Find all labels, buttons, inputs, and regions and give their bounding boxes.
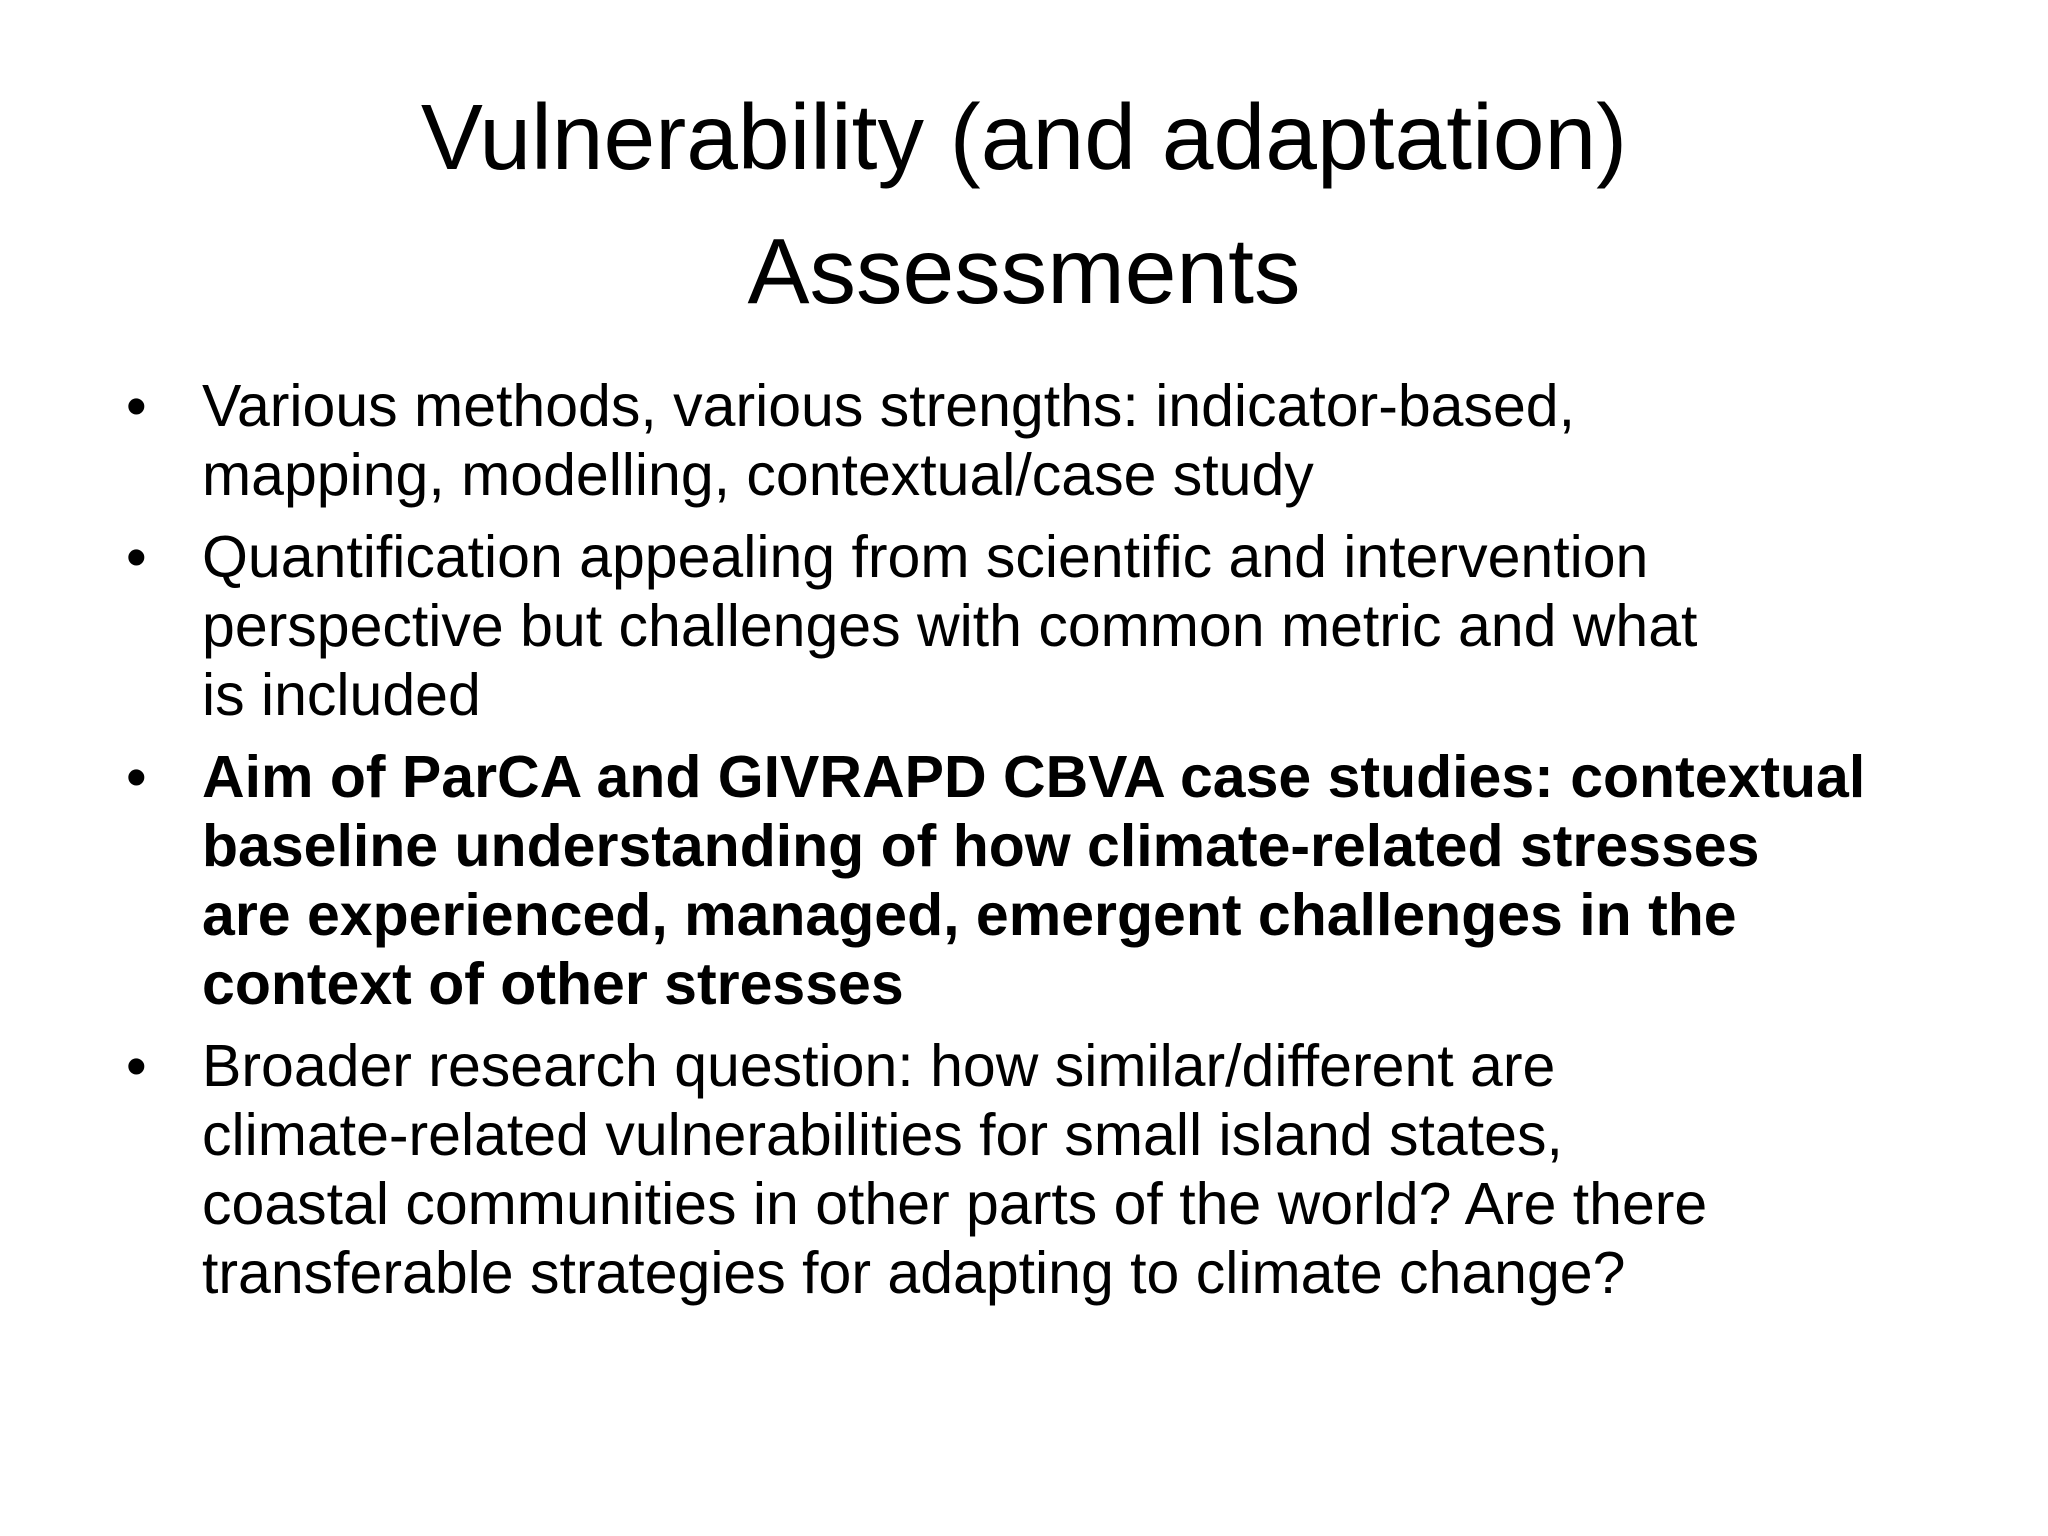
slide-title-line: Vulnerability (and adaptation) bbox=[420, 85, 1628, 189]
bullet-item-methods bbox=[118, 372, 1948, 510]
bullet-text-line: Broader research question: how similar/different are bbox=[202, 1033, 1556, 1099]
bullet-text-line: Various methods, various strengths: indicator-based, bbox=[202, 373, 1575, 439]
bullet-text-line: perspective but challenges with common metric and what bbox=[202, 593, 1698, 659]
bullet-item-aim bbox=[118, 743, 1948, 1019]
bullet-text-line: are experienced, managed, emergent challenges in the bbox=[202, 882, 1737, 948]
bullet-marker: • bbox=[126, 373, 147, 439]
slide-title-line: Assessments bbox=[747, 219, 1301, 323]
bullet-marker: • bbox=[126, 1033, 147, 1099]
bullet-text-line: is included bbox=[202, 662, 481, 728]
bullet-item-quantification bbox=[118, 523, 1948, 730]
bullet-text-line: mapping, modelling, contextual/case study bbox=[202, 442, 1314, 508]
bullet-text-line: Quantification appealing from scientific and intervention bbox=[202, 524, 1649, 590]
bullet-item-research-question bbox=[118, 1032, 1948, 1308]
bullet-text-line: coastal communities in other parts of the world? Are there bbox=[202, 1171, 1708, 1237]
bullet-text-line: climate-related vulnerabilities for small island states, bbox=[202, 1102, 1563, 1168]
slide-title bbox=[150, 70, 1898, 338]
bullet-list bbox=[118, 372, 1948, 1321]
bullet-text-line: transferable strategies for adapting to climate change? bbox=[202, 1240, 1626, 1306]
bullet-text-line: Aim of ParCA and GIVRAPD CBVA case studies: contextual bbox=[202, 744, 1866, 810]
bullet-marker: • bbox=[126, 744, 147, 810]
bullet-text-line: baseline understanding of how climate-related stresses bbox=[202, 813, 1760, 879]
bullet-text-line: context of other stresses bbox=[202, 951, 904, 1017]
bullet-marker: • bbox=[126, 524, 147, 590]
